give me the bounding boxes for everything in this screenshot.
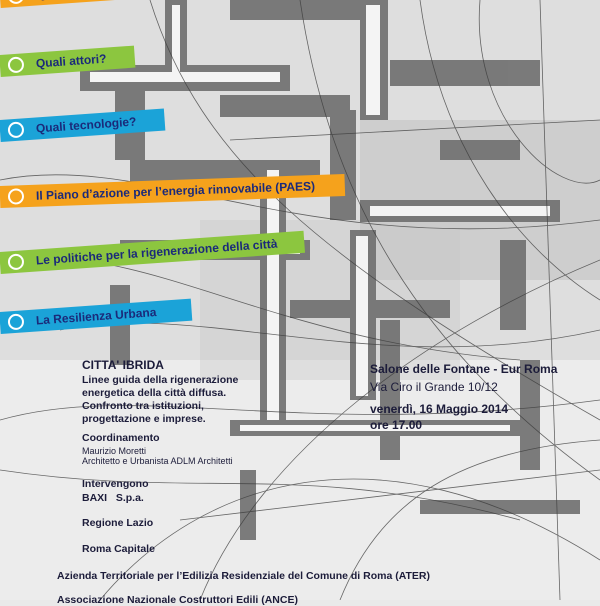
- bullet-icon: [10, 123, 23, 136]
- banner-label: La Resilienza Urbana: [35, 305, 157, 328]
- subtitle-line: energetica della città diffusa.: [82, 387, 227, 399]
- speaker-roma-capitale: Roma Capitale: [82, 543, 155, 555]
- banner-label: [35, 0, 83, 1]
- speaker-ater: Azienda Territoriale per l’Edilizia Residenziale del Comune di Roma (ATER): [57, 570, 431, 582]
- event-title: CITTA' IBRIDA: [82, 358, 164, 372]
- coordination-label: Coordinamento: [82, 432, 160, 444]
- bullet-icon: [10, 255, 23, 268]
- event-date: venerdì, 16 Maggio 2014: [370, 402, 509, 416]
- event-subtitle: [82, 374, 238, 426]
- subtitle-line: progettazione e imprese.: [82, 413, 206, 425]
- subtitle-line: Linee guida della rigenerazione: [82, 374, 239, 386]
- banner-label: Quali attori?: [35, 51, 107, 71]
- banner-label: Quali tecnologie?: [35, 114, 137, 136]
- coordinator-role: Architetto e Urbanista ADLM Architetti: [82, 456, 233, 466]
- banner-label: Il Piano d’azione per l’energia rinnovabile (PAES): [35, 179, 316, 203]
- speaker-regione-lazio: Regione Lazio: [82, 517, 154, 529]
- venue: Salone delle Fontane - Eur Roma: [370, 362, 558, 376]
- bullet-icon: [10, 315, 23, 328]
- speakers-label: Intervengono: [82, 478, 149, 490]
- banner-label: Le politiche per la rigenerazione della città: [35, 236, 278, 268]
- coordinator-name: Maurizio Moretti: [82, 446, 147, 456]
- speaker-baxi: BAXI S.p.a.: [82, 492, 144, 504]
- event-time: ore 17.00: [370, 418, 423, 432]
- subtitle-line: Confronto tra istituzioni,: [82, 400, 204, 412]
- address: Via Ciro il Grande 10/12: [370, 380, 498, 394]
- speaker-ance: Associazione Nazionale Costruttori Edili (ANCE): [57, 594, 298, 606]
- bullet-icon: [10, 58, 23, 71]
- bullet-icon: [10, 190, 22, 202]
- bullet-icon: [10, 0, 23, 2]
